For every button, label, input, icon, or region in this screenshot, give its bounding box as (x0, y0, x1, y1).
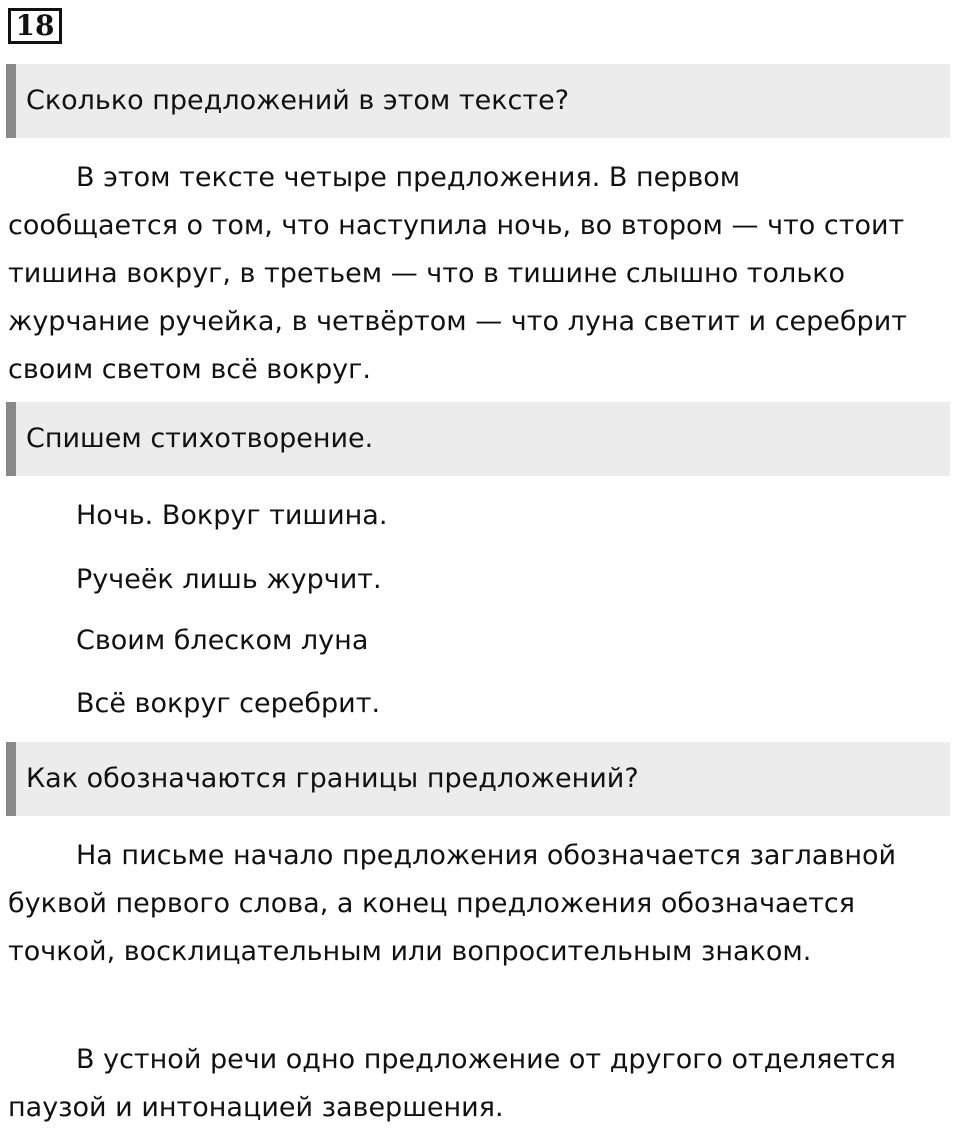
poem-line-3: Своим блеском луна (76, 625, 369, 656)
poem-line-4: Всё вокруг серебрит. (76, 688, 381, 719)
answer-1-paragraph: В этом тексте четыре предложения. В первом сообщается о том, что наступила ночь, во втором — что стоит тишина вокруг, в третьем — что в тишине слышно только журчание ручейка, в четвёртом — что луна светит и серебрит своим светом всё вокруг. (8, 162, 907, 385)
question-2-heading: Спишем стихотворение. (6, 402, 950, 476)
task-number-badge: 18 (8, 8, 62, 44)
poem-line-2: Ручеёк лишь журчит. (76, 564, 382, 595)
question-1-heading: Сколько предложений в этом тексте? (6, 64, 950, 138)
answer-3-paragraph-1: На письме начало предложения обозначается заглавной буквой первого слова, а конец предложения обозначается точкой, восклицательным или вопросительным знаком. (8, 840, 897, 967)
poem-line-1: Ночь. Вокруг тишина. (76, 500, 388, 531)
answer-3-paragraph-2: В устной речи одно предложение от другого отделяется паузой и интонацией завершения. (8, 1044, 896, 1123)
question-3-heading: Как обозначаются границы предложений? (6, 742, 950, 816)
